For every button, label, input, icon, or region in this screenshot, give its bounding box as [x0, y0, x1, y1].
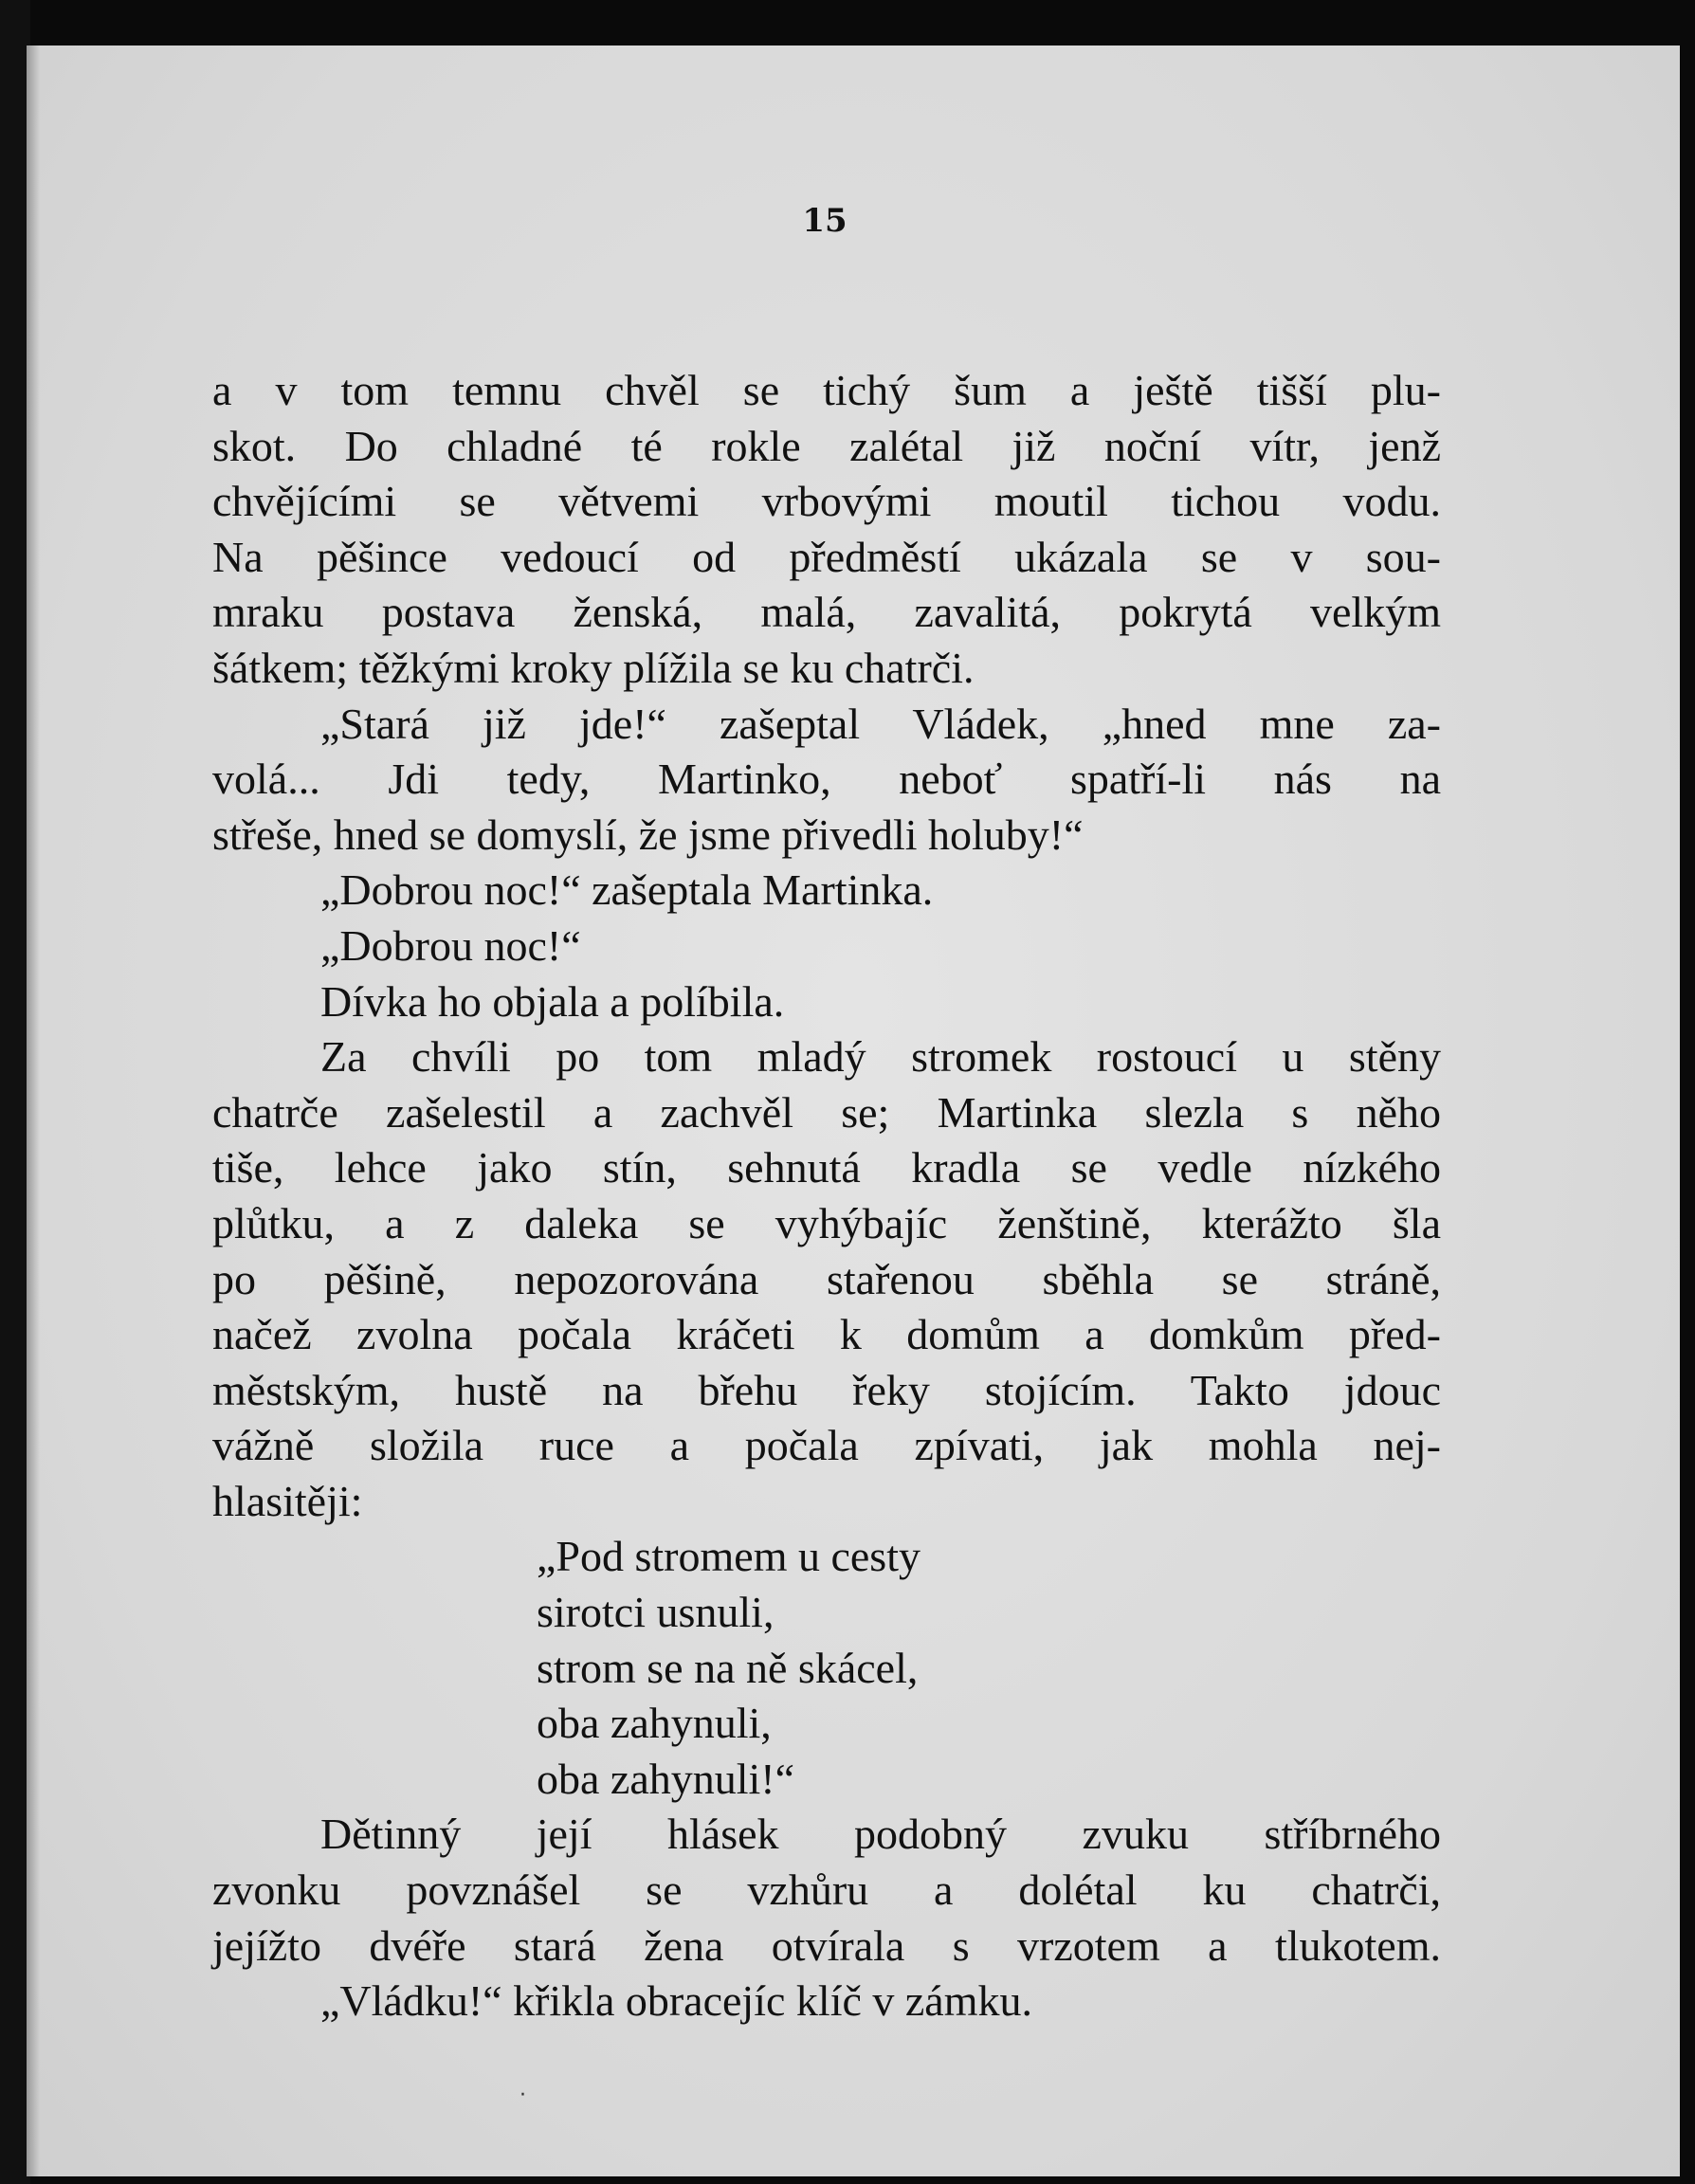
text-line: jejížto dvéře stará žena otvírala s vrzotem a tlukotem. — [212, 1920, 1441, 1970]
text-line: sirotci usnuli, — [537, 1588, 775, 1637]
text-line: a v tom temnu chvěl se tichý šum a ještě tišší plu- — [212, 366, 1441, 414]
text-line: Na pěšince vedoucí od předměstí ukázala se v sou- — [212, 532, 1441, 581]
text-line: volá... Jdi tedy, Martinko, neboť spatří-li nás na — [212, 755, 1441, 804]
text-line: vážně složila ruce a počala zpívati, jak mohla nej- — [212, 1421, 1441, 1470]
page-gutter-shadow — [27, 46, 40, 2176]
text-line: chatrče zašelestil a zachvěl se; Martinka slezla s něho — [212, 1087, 1441, 1137]
text-line: „Vládku!“ křikla obracejíc klíč v zámku. — [320, 1976, 1033, 2026]
text-line: „Pod stromem u cesty — [537, 1532, 920, 1581]
text-line: strom se na ně skácel, — [537, 1643, 919, 1692]
margin-speck: · — [519, 2084, 526, 2107]
text-line: Dětinný její hlásek podobný zvuku stříbrného — [320, 1810, 1441, 1859]
text-line: chvějícími se větvemi vrbovými moutil tichou vodu. — [212, 477, 1441, 526]
text-line: skot. Do chladné té rokle zalétal již noční vítr, jenž — [212, 421, 1441, 470]
text-line: mraku postava ženská, malá, zavalitá, pokrytá velkým — [212, 588, 1441, 637]
text-line: tiše, lehce jako stín, sehnutá kradla se vedle nízkého — [212, 1143, 1441, 1192]
text-line: po pěšině, nepozorována stařenou sběhla se stráně, — [212, 1254, 1441, 1303]
body-text — [212, 363, 1441, 2029]
text-line: „Dobrou noc!“ — [320, 920, 581, 970]
text-line: zvonku povznášel se vzhůru a dolétal ku chatrči, — [212, 1866, 1441, 1915]
text-line: střeše, hned se domyslí, že jsme přivedli holuby!“ — [212, 810, 1084, 859]
text-line: městským, hustě na břehu řeky stojícím. Takto jdouc — [212, 1365, 1441, 1414]
text-line: hlasitěji: — [212, 1476, 363, 1525]
text-line: načež zvolna počala kráčeti k domům a domkům před- — [212, 1310, 1441, 1359]
text-line: „Dobrou noc!“ zašeptala Martinka. — [320, 865, 934, 915]
text-line: šátkem; těžkými kroky plížila se ku chatrči. — [212, 643, 975, 692]
text-line: oba zahynuli, — [537, 1699, 772, 1748]
text-line: „Stará již jde!“ zašeptal Vládek, „hned mne za- — [320, 699, 1441, 748]
text-line: Dívka ho objala a políbila. — [320, 976, 785, 1026]
page-number: 15 — [802, 202, 848, 240]
text-line: oba zahynuli!“ — [537, 1754, 795, 1803]
text-line: plůtku, a z daleka se vyhýbajíc ženštině, kterážto šla — [212, 1198, 1441, 1247]
book-page — [27, 46, 1680, 2176]
text-line: Za chvíli po tom mladý stromek rostoucí u stěny — [320, 1032, 1441, 1082]
